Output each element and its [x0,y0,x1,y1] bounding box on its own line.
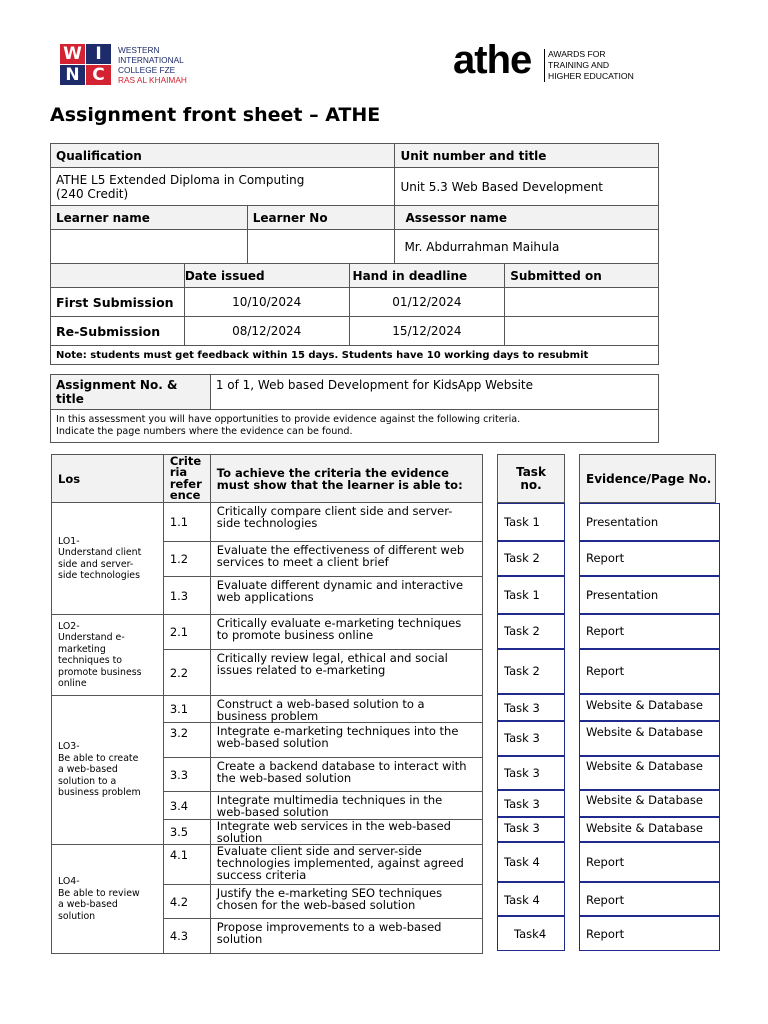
desc-line: Evaluate different dynamic and interactive [216,578,464,592]
desc-line: issues related to e-marketing [216,663,386,677]
winc-letter-i: I [86,44,111,64]
criteria-desc [210,845,482,885]
criteria-desc [210,723,482,758]
task-value: Task 3 [504,797,540,811]
los-header: Los [52,455,164,503]
lo3-cell [52,696,164,845]
unit-label: Unit number and title [395,144,659,168]
criteria-ref: 1.2 [163,542,210,577]
task-cell[interactable] [497,817,565,842]
task-value: Task4 [514,927,547,941]
evidence-value: Website & Database [586,725,703,739]
desc-line: web-based solution [216,805,329,819]
evidence-header-label: Evidence/Page No. [586,472,712,486]
task-no-header [497,454,565,503]
desc-line: Propose improvements to a web-based [216,920,442,934]
assignment-label: Assignment No. & title [51,375,211,410]
criteria-ref: 4.3 [163,919,210,954]
winc-letter-w: W [60,44,85,64]
submitted-label: Submitted on [505,264,659,288]
desc-line: Integrate web services in the web-based [216,819,451,833]
task-value: Task 2 [504,624,540,638]
learner-no-field[interactable] [247,230,395,264]
qualification-line: ATHE L5 Extended Diploma in Computing [56,172,305,187]
blank-header [51,264,185,288]
evidence-cell[interactable] [579,503,720,541]
evidence-cell[interactable] [579,541,720,576]
criteria-desc [210,792,482,820]
first-submitted-field[interactable] [505,288,659,317]
criteria-desc [210,650,482,696]
evidence-value: Presentation [586,588,659,602]
lo-text-line: Understand e- [58,632,125,643]
desc-line: success criteria [216,868,307,882]
criteria-desc [210,503,482,542]
task-value: Task 4 [504,855,540,869]
criteria-ref: 3.2 [163,723,210,758]
evidence-value: Report [586,927,625,941]
evidence-cell[interactable] [579,882,720,916]
task-value: Task 3 [504,701,540,715]
learner-no-label: Learner No [247,206,395,230]
evidence-cell[interactable] [579,817,720,842]
winc-text-line: INTERNATIONAL [118,55,184,65]
evidence-value: Report [586,664,625,678]
desc-header-line: To achieve the criteria the evidence [216,465,449,480]
desc-line: solution [216,831,263,845]
desc-line: the web-based solution [216,771,352,785]
lo-text-line: techniques to [58,655,123,666]
evidence-cell[interactable] [579,790,720,817]
evidence-header [579,454,716,503]
lo-text-line: a web-based [58,764,118,776]
task-cell[interactable] [497,916,565,951]
criteria-ref: 3.3 [163,758,210,792]
assessor-name: Mr. Abdurrahman Maihula [395,230,659,264]
resubmission-label: Re-Submission [51,317,185,346]
winc-letter-n: N [60,65,85,85]
assignment-intro [51,410,659,443]
athe-sub-line: TRAINING AND [548,60,610,70]
lo-code: LO2- [58,620,80,632]
task-header-line: Task [516,465,546,479]
re-submitted-field[interactable] [505,317,659,346]
athe-subtitle [544,49,634,82]
desc-line: side technologies [216,516,318,530]
desc-line: Evaluate client side and server-side [216,844,422,858]
evidence-value: Website & Database [586,793,703,807]
criteria-desc-header [210,455,482,503]
lo2-cell [52,615,164,696]
task-cell[interactable] [497,541,565,576]
task-cell[interactable] [497,649,565,694]
assessor-label: Assessor name [395,206,659,230]
criteria-desc [210,577,482,615]
task-cell[interactable] [497,503,565,541]
evidence-cell[interactable] [579,842,720,882]
desc-line: Evaluate the effectiveness of different web [216,543,465,557]
criteria-ref: 1.3 [163,577,210,615]
re-issued: 08/12/2024 [184,317,349,346]
criteria-ref: 1.1 [163,503,210,542]
criteria-desc [210,919,482,954]
hand-in-label: Hand in deadline [349,264,505,288]
criteria-desc [210,696,482,723]
winc-logo-text [118,45,187,85]
evidence-value: Presentation [586,515,659,529]
lo-text-line: business problem [58,787,141,799]
task-header-line: no. [520,478,542,492]
task-value: Task 1 [504,515,540,529]
lo-code: LO3- [58,741,80,753]
task-value: Task 2 [504,664,540,678]
evidence-cell[interactable] [579,694,720,721]
front-sheet-table [50,143,659,365]
desc-line: Critically compare client side and server- [216,504,453,518]
lo-text-line: marketing [58,643,106,655]
lo-text-line: solution [58,910,96,922]
evidence-cell[interactable] [579,721,720,756]
lo-code: LO4- [58,876,80,887]
criteria-desc [210,615,482,650]
evidence-cell[interactable] [579,649,720,694]
lo-text-line: Be able to create [58,752,139,764]
lo1-cell [52,503,164,615]
desc-line: Create a backend database to interact with [216,759,467,773]
criteria-desc [210,820,482,845]
ref-header-line: Crite [169,453,202,468]
ref-header-line: ria [169,465,188,479]
lo-text-line: promote business [58,666,142,678]
learner-name-label: Learner name [51,206,248,230]
desc-line: web-based solution [216,736,329,750]
task-value: Task 2 [504,551,540,565]
athe-sub-line: AWARDS FOR [548,49,606,59]
re-deadline: 15/12/2024 [349,317,505,346]
winc-text-line: WESTERN [118,45,160,55]
assignment-title: 1 of 1, Web based Development for KidsApp Website [210,375,658,410]
lo-code: LO1- [58,535,80,547]
criteria-ref: 2.2 [163,650,210,696]
athe-logo [453,38,653,88]
task-value: Task 4 [504,893,540,907]
desc-header-line: must show that the learner is able to: [216,477,463,492]
desc-line: Integrate multimedia techniques in the [216,793,443,807]
ref-header-line: refer [169,476,202,491]
criteria-desc [210,885,482,919]
task-cell[interactable] [497,756,565,790]
winc-text-line: COLLEGE FZE [118,65,176,75]
winc-text-line: RAS AL KHAIMAH [118,75,187,85]
lo-text-line: side technologies [58,570,140,581]
desc-line: Integrate e-marketing techniques into the [216,724,459,738]
criteria-desc [210,542,482,577]
evidence-cell[interactable] [579,614,720,649]
criteria-desc [210,758,482,792]
evidence-value: Website & Database [586,821,703,835]
desc-line: services to meet a client brief [216,555,389,569]
lo-text-line: a web-based [58,899,118,910]
criteria-ref: 3.1 [163,696,210,723]
task-value: Task 3 [504,821,540,835]
assignment-table [50,374,659,443]
qualification-line: (240 Credit) [56,186,129,201]
task-cell[interactable] [497,694,565,721]
desc-line: to promote business online [216,628,374,642]
desc-line: Construct a web-based solution to a [216,697,425,711]
evidence-cell[interactable] [579,756,720,790]
desc-line: web applications [216,590,314,604]
criteria-ref: 3.5 [163,820,210,845]
desc-line: chosen for the web-based solution [216,898,416,912]
evidence-cell[interactable] [579,576,720,614]
criteria-ref: 4.2 [163,885,210,919]
first-issued: 10/10/2024 [184,288,349,317]
assignment-intro-line: In this assessment you will have opportunities to provide evidence against the following criteria. [56,414,521,425]
task-cell[interactable] [497,882,565,916]
criteria-ref: 4.1 [163,845,210,885]
learner-name-field[interactable] [51,230,248,264]
athe-sub-line: HIGHER EDUCATION [548,71,634,81]
desc-line: technologies implemented, against agreed [216,856,464,870]
winc-logo-grid [60,44,112,86]
lo-text-line: online [58,678,87,689]
evidence-value: Website & Database [586,698,703,712]
task-value: Task 3 [504,731,540,745]
first-submission-label: First Submission [51,288,185,317]
task-cell[interactable] [497,842,565,882]
task-cell[interactable] [497,721,565,756]
first-deadline: 01/12/2024 [349,288,505,317]
task-value: Task 3 [504,766,540,780]
date-issued-label: Date issued [184,264,349,288]
criteria-ref-header [163,455,210,503]
qualification-value [51,168,395,206]
criteria-ref: 3.4 [163,792,210,820]
evidence-value: Report [586,893,625,907]
winc-letter-c: C [86,65,111,85]
assignment-intro-line: Indicate the page numbers where the evidence can be found. [56,426,353,437]
desc-line: business problem [216,709,319,723]
evidence-cell[interactable] [579,916,720,951]
lo4-cell [52,845,164,954]
unit-value: Unit 5.3 Web Based Development [395,168,659,206]
lo-text-line: solution to a [58,775,117,787]
feedback-note: Note: students must get feedback within 15 days. Students have 10 working days to resubmit [51,346,659,365]
task-cell[interactable] [497,614,565,649]
desc-line: Justify the e-marketing SEO techniques [216,886,443,900]
desc-line: solution [216,932,263,946]
task-cell[interactable] [497,576,565,614]
task-cell[interactable] [497,790,565,817]
evidence-value: Report [586,855,625,869]
desc-line: Critically review legal, ethical and social [216,651,448,665]
lo-text-line: Be able to review [58,887,140,899]
ref-header-line: ence [169,488,201,502]
evidence-value: Report [586,624,625,638]
evidence-value: Website & Database [586,759,703,773]
winc-logo [60,44,205,88]
page-title: Assignment front sheet – ATHE [50,104,381,126]
athe-wordmark: athe [453,38,532,82]
lo-text-line: Understand client [58,547,142,558]
criteria-ref: 2.1 [163,615,210,650]
criteria-table [51,454,483,954]
evidence-value: Report [586,551,625,565]
desc-line: Critically evaluate e-marketing techniques [216,616,462,630]
task-value: Task 1 [504,588,540,602]
lo-text-line: side and server- [58,558,134,570]
qualification-label: Qualification [51,144,395,168]
